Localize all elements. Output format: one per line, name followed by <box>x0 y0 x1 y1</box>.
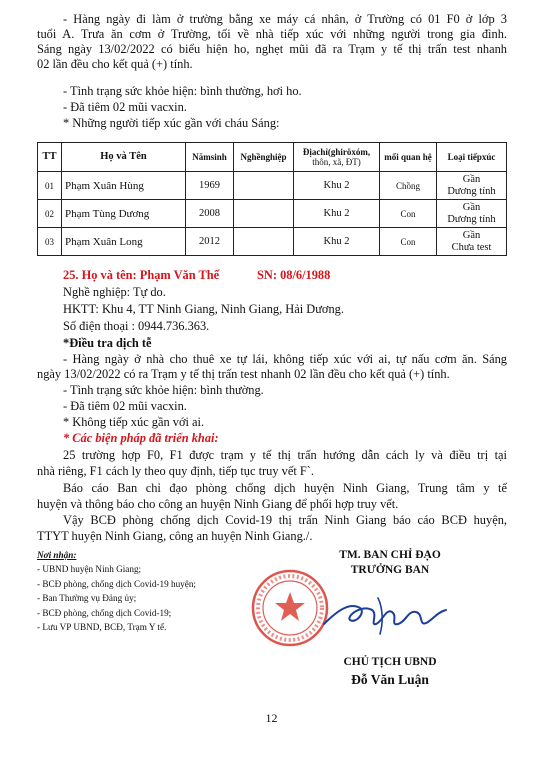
header-relation: mối quan hệ <box>380 143 437 172</box>
cell-tt: 01 <box>38 172 62 200</box>
cell-name: Phạm Xuân Hùng <box>62 172 186 200</box>
case-job: Nghề nghiệp: Tự do. <box>63 285 166 299</box>
measure1-line2: nhà riêng, F1 cách ly theo quy định, tiếp tục truy vết F`. <box>37 464 315 478</box>
table-row <box>38 228 507 256</box>
cell-job <box>234 228 294 256</box>
sign-role: TRƯỞNG BAN <box>350 564 430 576</box>
sign-org: TM. BAN CHỈ ĐẠO <box>339 549 441 561</box>
cell-birth: 1969 <box>186 172 234 200</box>
cell-contact-result: Dương tính <box>447 185 496 197</box>
cell-contact-result: Dương tính <box>447 213 496 225</box>
cell-contact <box>437 172 507 200</box>
measure2-line2: huyện và thông báo cho công an huyện Ninh Giang để phối hợp truy vết. <box>37 497 399 511</box>
header-address-line2: thôn, xã, ĐT) <box>312 157 361 167</box>
header-address-line1: Địachỉ(ghiröxóm, <box>302 147 371 157</box>
para1-line1: - Hàng ngày đi làm ở trường bằng xe máy cá nhân, ở Trường có 01 F0 ở lớp 3 <box>63 12 507 26</box>
official-stamp-icon <box>250 568 330 648</box>
table-row <box>38 172 507 200</box>
case-no-contact: * Không tiếp xúc gần với ai. <box>63 415 205 429</box>
signer-name: Đỗ Văn Luận <box>351 672 429 687</box>
recipients-list <box>37 548 196 634</box>
measure1-line1: 25 trường hợp F0, F1 được trạm y tế thị trấn hướng dẫn cách ly và điều trị tại <box>63 448 507 462</box>
header-job: Nghềnghiệp <box>234 143 294 172</box>
contacts-heading: * Những người tiếp xúc gần với cháu Sáng: <box>63 116 280 130</box>
cell-birth: 2008 <box>186 200 234 228</box>
cell-tt: 03 <box>38 228 62 256</box>
cell-relation: Con <box>380 200 437 228</box>
cell-contact <box>437 200 507 228</box>
table-row <box>38 200 507 228</box>
measures-heading: * Các biện pháp đã triển khai: <box>63 431 219 445</box>
cell-tt: 02 <box>38 200 62 228</box>
case-vaccine: - Đã tiêm 02 mũi vacxin. <box>63 399 187 413</box>
cell-contact-type: Gần <box>462 201 481 213</box>
list-item: - BCĐ phòng, chống dịch Covid-19 huyện; <box>37 578 196 589</box>
cell-contact <box>437 228 507 256</box>
case-dob: SN: 08/6/1988 <box>257 268 331 282</box>
para1-line2: tuổi A. Trưa ăn cơm ở Trường, tối về nhà tiếp xúc với những người trong gia đình. <box>37 27 507 41</box>
cell-birth: 2012 <box>186 228 234 256</box>
measure3-line1: Vậy BCĐ phòng chống dịch Covid-19 thị trấn Ninh Giang báo cáo BCĐ huyện, <box>63 513 507 527</box>
header-tt: TT <box>38 143 62 172</box>
epi-heading: *Điều tra dịch tễ <box>63 336 152 350</box>
case-address: HKTT: Khu 4, TT Ninh Giang, Ninh Giang, Hải Dương. <box>63 302 344 316</box>
cell-contact-type: Gần <box>462 229 481 241</box>
list-item: - Ban Thường vụ Đảng ủy; <box>37 593 137 604</box>
contacts-table <box>37 142 507 256</box>
para1-line4: 02 lần đều cho kết quả (+) tính. <box>37 57 193 71</box>
cell-name: Phạm Xuân Long <box>62 228 186 256</box>
cell-address: Khu 2 <box>294 172 380 200</box>
cell-address: Khu 2 <box>294 200 380 228</box>
cell-job <box>234 172 294 200</box>
case-phone: Số điện thoại : 0944.736.363. <box>63 319 210 333</box>
header-name: Họ và Tên <box>62 143 186 172</box>
header-address <box>294 143 380 172</box>
sign-title: CHỦ TỊCH UBND <box>343 656 437 668</box>
header-contact: Loại tiếpxúc <box>437 143 507 172</box>
measure2-line1: Báo cáo Ban chỉ đạo phòng chống dịch huyện Ninh Giang, Trung tâm y tế <box>63 481 507 495</box>
cell-job <box>234 200 294 228</box>
health-status: - Tình trạng sức khỏe hiện: bình thường, hơi ho. <box>63 84 302 98</box>
cell-contact-result: Chưa test <box>451 241 492 253</box>
vaccine-status: - Đã tiêm 02 mũi vacxin. <box>63 100 187 114</box>
table-header-row <box>38 143 507 172</box>
list-item: - UBND huyện Ninh Giang; <box>37 564 142 575</box>
para1-line3: Sáng ngày 13/02/2022 có biểu hiện ho, nghẹt mũi đã ra Trạm y tế thị trấn test nhanh <box>37 42 507 56</box>
header-birth: Nămsinh <box>186 143 234 172</box>
epi-line1: - Hàng ngày ở nhà cho thuê xe tự lái, không tiếp xúc với ai, tự nấu cơm ăn. Sáng <box>63 352 507 366</box>
list-item: - Lưu VP UBND, BCĐ, Trạm Y tế. <box>37 622 167 633</box>
handwritten-signature-icon <box>320 590 450 640</box>
cell-relation: Chồng <box>380 172 437 200</box>
cell-relation: Con <box>380 228 437 256</box>
cell-contact-type: Gần <box>462 173 481 185</box>
cell-address: Khu 2 <box>294 228 380 256</box>
list-item: - BCĐ phòng, chống dịch Covid-19; <box>37 607 172 618</box>
measure3-line2: TTYT huyện Ninh Giang, công an huyện Ninh Giang./. <box>37 529 313 543</box>
case-health: - Tình trạng sức khỏe hiện: bình thường. <box>63 383 264 397</box>
cell-name: Phạm Tùng Dương <box>62 200 186 228</box>
page-number: 12 <box>265 711 278 725</box>
epi-line2: ngày 13/02/2022 có ra Trạm y tế thị trấn test nhanh 02 lần đều cho kết quả (+) tính. <box>37 367 450 381</box>
case-heading: 25. Họ và tên: Phạm Văn Thế <box>63 268 220 282</box>
recipients-title: Nơi nhận: <box>37 550 77 560</box>
